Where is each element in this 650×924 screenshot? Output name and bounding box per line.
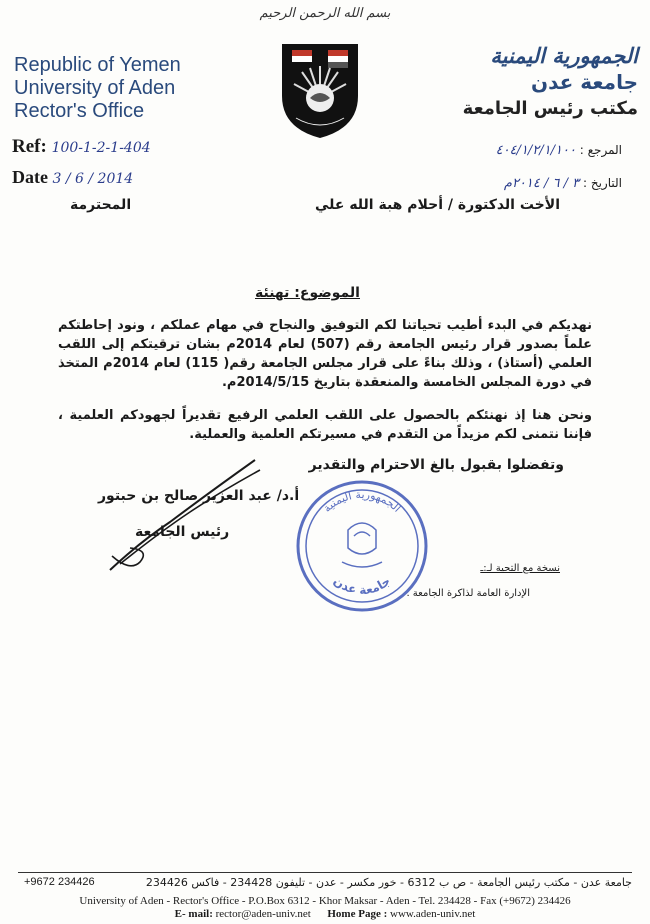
footer-english-line: University of Aden - Rector's Office - P.O.Box 6312 - Khor Maksar - Aden - Tel. 234428 - Fax (+9672) 234426 bbox=[79, 895, 571, 907]
honorific: المحترمة bbox=[70, 197, 132, 213]
footer-ar-address: جامعة عدن - مكتب رئيس الجامعة - ص ب 6312 - خور مكسر - عدن - تليفون 234428 - فاكس 234426 bbox=[145, 876, 632, 889]
ar-ref-row bbox=[496, 143, 622, 158]
en-university: University of Aden bbox=[14, 77, 176, 99]
english-letterhead bbox=[14, 54, 181, 123]
email-label: E- mail: bbox=[174, 908, 213, 920]
en-office: Rector's Office bbox=[14, 100, 145, 122]
ar-office: مكتب رئيس الجامعة bbox=[462, 98, 638, 119]
stamp-bottom-text: جامعة عدن bbox=[330, 573, 394, 598]
ar-university: جامعة عدن bbox=[531, 70, 638, 94]
ar-date-value: ٣ / ٦ / ٢٠١٤م bbox=[503, 176, 580, 191]
date-label: Date bbox=[12, 167, 48, 187]
stamp-top-text: الجمهورية اليمنية bbox=[320, 487, 404, 515]
cc-title: نسخة مع التحية لـ:ـ bbox=[480, 563, 560, 574]
email-link[interactable]: rector@aden-univ.net bbox=[215, 908, 311, 920]
homepage-link[interactable]: www.aden-univ.net bbox=[390, 908, 476, 920]
signer-name: أ.د/ عبد العزيز صالح بن حبتور bbox=[98, 488, 300, 504]
footer-phone: +9672 234426 bbox=[24, 876, 95, 888]
ar-ref-label: المرجع : bbox=[575, 143, 622, 157]
signer-title: رئيس الجامعة bbox=[135, 524, 230, 540]
addressee: الأخت الدكتورة / أحلام هبة الله علي bbox=[315, 197, 560, 213]
basmala: بسم الله الرحمن الرحيم bbox=[259, 6, 391, 21]
university-logo bbox=[272, 36, 368, 140]
homepage-label: Home Page : bbox=[327, 908, 388, 920]
ar-date-label: التاريخ : bbox=[582, 176, 622, 190]
svg-text:الجمهورية اليمنية bbox=[321, 488, 404, 515]
letter-body bbox=[58, 316, 592, 458]
ref-row bbox=[12, 136, 151, 158]
svg-text:جامعة عدن bbox=[331, 574, 393, 597]
body-paragraph: ونحن هنا إذ نهنئكم بالحصول على اللقب العلمي الرفيع تقديراً لجهودكم العلمية ، فإننا نتمنى لكم مزيداً من التقدم في مسيرتكم العلمية والعملية. bbox=[58, 408, 592, 442]
ar-date-row bbox=[504, 176, 622, 191]
ar-ref-value: ٤٠٤/١/٢/١/١٠٠ bbox=[495, 143, 576, 158]
closing: وتفضلوا بقبول بالغ الاحترام والتقدير bbox=[308, 457, 564, 473]
footer-contact-line bbox=[18, 908, 632, 920]
footer-divider bbox=[18, 872, 632, 873]
ref-label: Ref: bbox=[12, 136, 47, 157]
date-value: 3 / 6 / 2014 bbox=[52, 171, 134, 187]
ref-value: 100-1-2-1-404 bbox=[51, 140, 151, 156]
ar-country: الجمهورية اليمنية bbox=[490, 44, 638, 68]
body-paragraph: نهديكم في البدء أطيب تحياتنا لكم التوفيق والنجاح في مهام عملكم ، ونود إحاطتكم علماً بصدور قرار رئيس الجامعة رقم (507) لعام 2014م بشان ترقيتكم إلى اللقب العلمي (أستاذ) ، وذلك بناءً على قرار مجلس الجامعة رقم( 115) لعام 2014م المتخذ في دورة المجلس الخامسة والمنعقدة بتاريخ 2014/5/15م. bbox=[58, 318, 593, 390]
date-row bbox=[12, 167, 133, 188]
cc-item: الإدارة العامة لذاكرة الجامعة . bbox=[406, 588, 530, 599]
handwritten-signature bbox=[100, 452, 270, 577]
en-country: Republic of Yemen bbox=[14, 54, 181, 76]
subject: الموضوع: تهنئة bbox=[255, 285, 360, 301]
arabic-letterhead bbox=[463, 44, 638, 119]
